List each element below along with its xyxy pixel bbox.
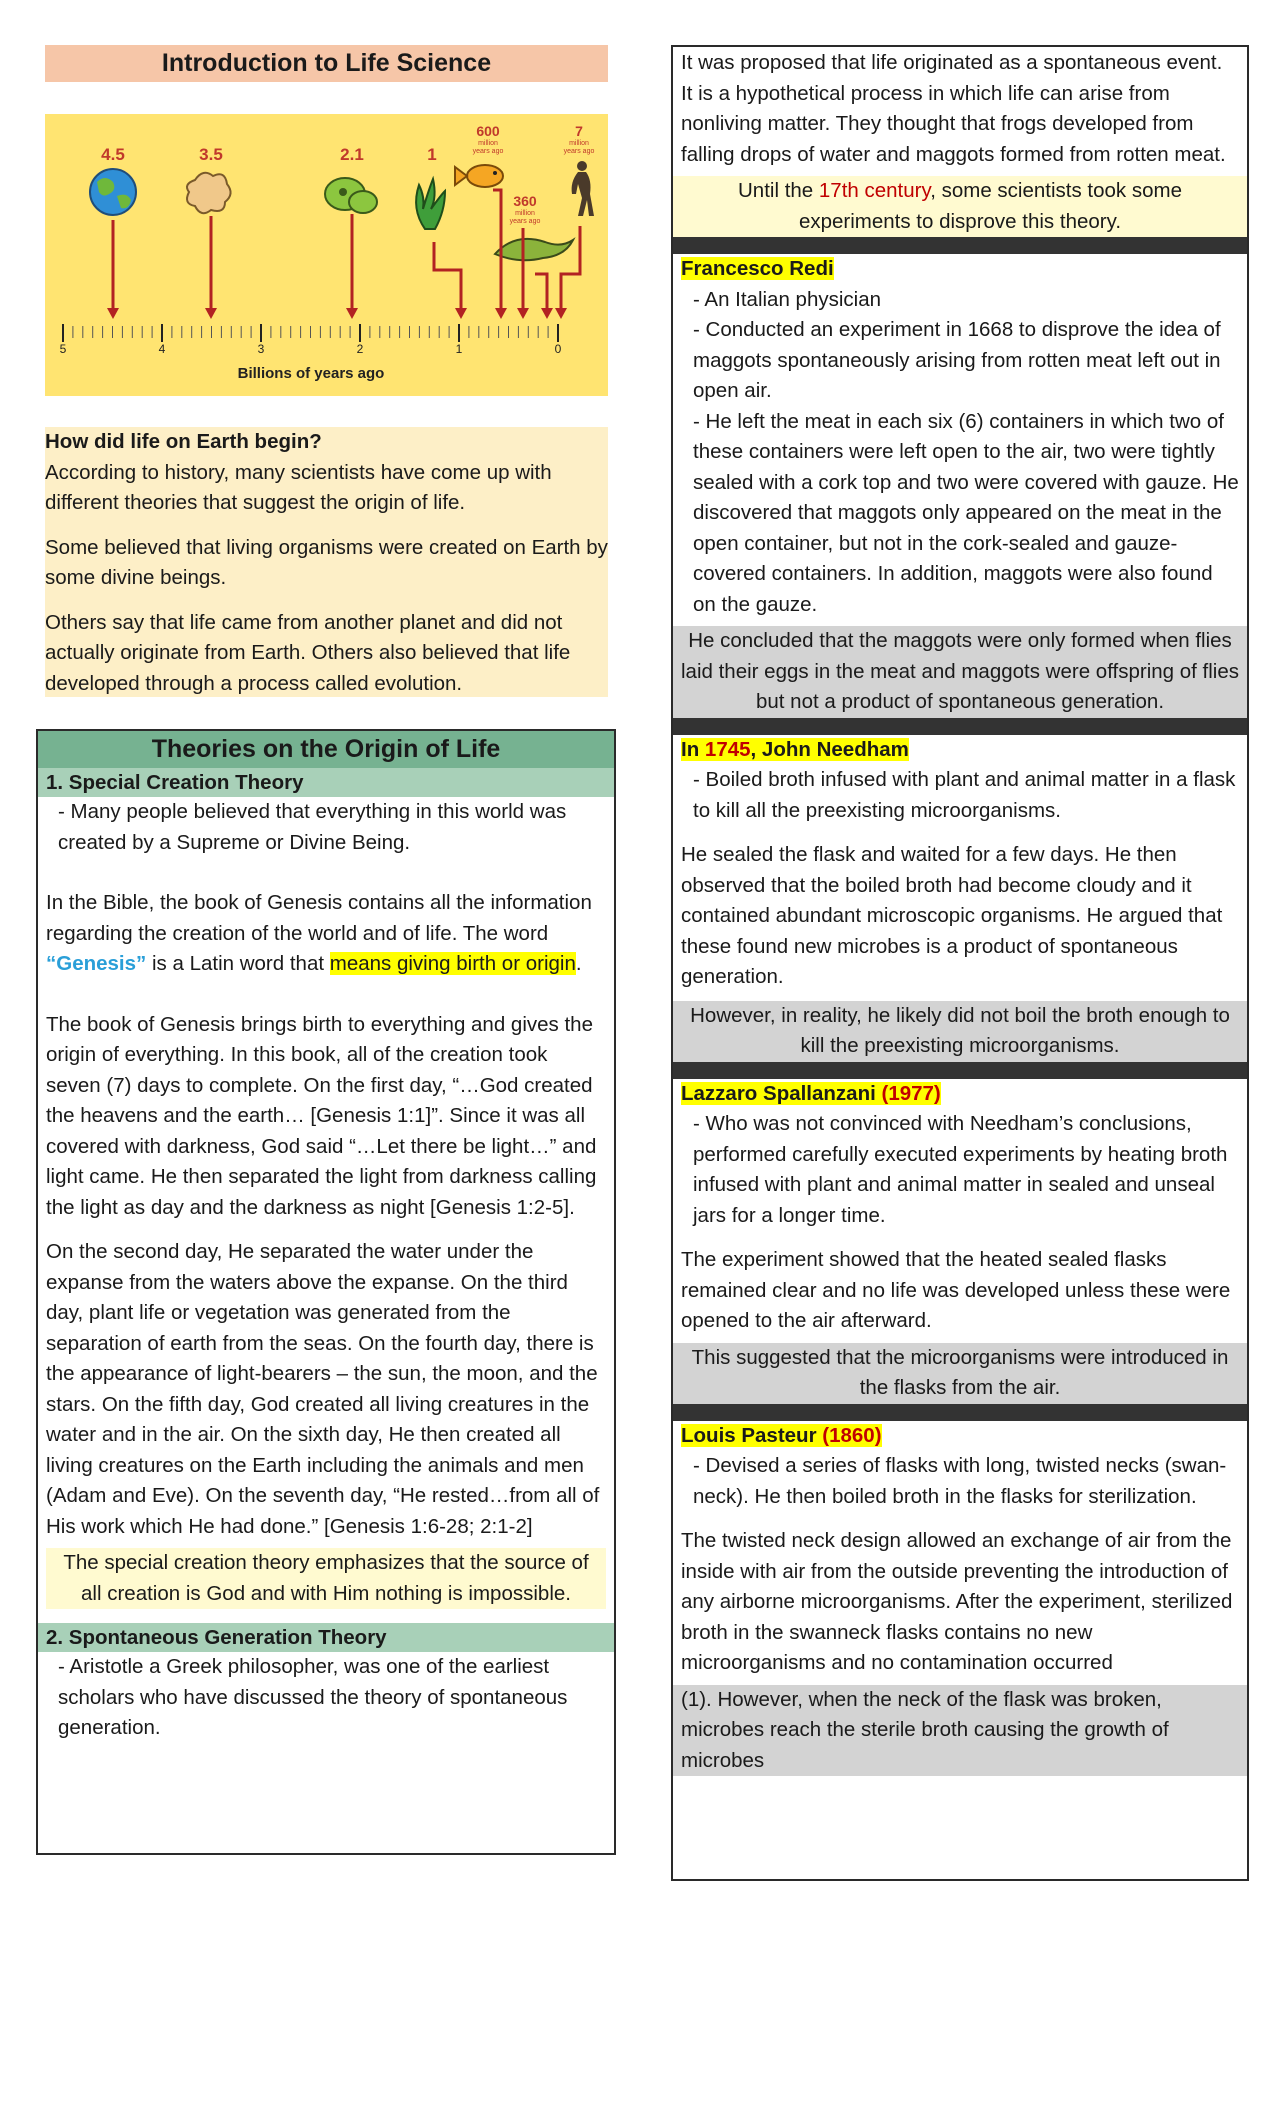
needham-in: In — [681, 737, 705, 761]
special-p2-end: . — [575, 952, 582, 975]
event-sub-7-a: million — [569, 140, 589, 147]
separator — [673, 1062, 1247, 1079]
event-label-4.5: 4.5 — [101, 145, 125, 164]
until-17th-century — [673, 176, 1247, 237]
timeline-minor-ticks — [73, 326, 548, 338]
intro-question: How did life on Earth begin? — [45, 430, 322, 453]
separator — [673, 718, 1247, 735]
redi-section — [673, 254, 1247, 620]
until-century: 17th century — [818, 179, 931, 202]
event-sub-360-b: years ago — [509, 218, 541, 225]
special-creation-body — [38, 797, 614, 1609]
genesis-word: “Genesis” — [46, 952, 147, 975]
redi-name: Francesco Redi — [681, 257, 834, 280]
spallanzani-name: Lazzaro Spallanzani — [681, 1081, 882, 1105]
special-p1: - Many people believed that everything in this world was created by a Supreme or Divine Being. — [58, 800, 567, 854]
tick-4: 4 — [158, 342, 166, 356]
needham-name: , John Needham — [750, 737, 909, 761]
event-sub-360-a: million — [515, 210, 535, 217]
human-icon — [572, 161, 594, 216]
cell-icon — [325, 178, 377, 213]
timeline-arrowheads — [107, 308, 567, 319]
event-sub-600-a: million — [478, 140, 498, 147]
special-p3: The book of Genesis brings birth to everything and gives the origin of everything. In this book, all of the creation took seven (7) days to complete. On the first day, “…God created the heavens and the earth… [Genesis 1:1]”. Since it was all covered with darkness, God said “…Let there be light…” and light came. He then separated the light from darkness calling the light as day and the darkness as night [Genesis 1:2-5]. — [46, 1012, 597, 1219]
spontaneous-p1: - Aristotle a Greek philosopher, was one of the earliest scholars who have discussed the theory of spontaneous generation. — [58, 1655, 568, 1739]
seaweed-icon — [416, 179, 445, 229]
pasteur-year: (1860) — [822, 1423, 882, 1447]
tick-5: 5 — [59, 342, 67, 356]
needham-section — [673, 735, 1247, 993]
spallanzani-l2: The experiment showed that the heated sealed flasks remained clear and no life was developed unless these were opened to the air afterward. — [681, 1248, 1231, 1332]
tick-3: 3 — [257, 342, 265, 356]
spallanzani-conclusion: This suggested that the microorganisms were introduced in the flasks from the air. — [673, 1343, 1247, 1404]
redi-l1: - An Italian physician — [693, 287, 882, 311]
genesis-meaning-highlight: means giving birth or origin — [329, 952, 576, 975]
timeline-svg — [45, 114, 608, 396]
tick-0: 0 — [554, 342, 562, 356]
event-label-7: 7 — [575, 123, 583, 139]
redi-l3: - He left the meat in each six (6) containers in which two of these containers were left open to the air, two were tightly sealed with a cork top and two were covered with gauze. He discovered that maggots only appeared on the meat in the open container, but not in the cork-sealed and gauze-covered containers. In addition, maggots were also found on the gauze. — [693, 409, 1239, 616]
pasteur-conclusion: (1). However, when the neck of the flask was broken, microbes reach the sterile broth causing the growth of microbes — [673, 1685, 1247, 1777]
theories-title: Theories on the Origin of Life — [38, 731, 614, 768]
event-label-3.5: 3.5 — [199, 145, 223, 164]
special-p2-b: is a Latin word that — [146, 952, 330, 975]
event-sub-7-b: years ago — [563, 148, 595, 155]
intro-paragraph-2: Some believed that living organisms were created on Earth by some divine beings. — [45, 535, 608, 589]
pasteur-section — [673, 1421, 1247, 1679]
microbe-icon — [187, 173, 231, 213]
intro-section — [45, 427, 608, 697]
until-a: Until the — [737, 179, 819, 202]
fish-icon — [455, 165, 503, 187]
needham-conclusion: However, in reality, he likely did not boil the broth enough to kill the preexisting microorganisms. — [673, 1001, 1247, 1062]
needham-l2: He sealed the flask and waited for a few days. He then observed that the boiled broth had become cloudy and it contained abundant microscopic organisms. He argued that these found new microbes is a product of spontaneous generation. — [681, 843, 1223, 988]
event-label-360: 360 — [513, 193, 537, 209]
pasteur-l2: The twisted neck design allowed an exchange of air from the inside with air from the outside preventing the introduction of any airborne microorganisms. After the experiment, sterilized broth in the swanneck flasks contains no new microorganisms and no contamination occurred — [681, 1529, 1233, 1674]
page-title: Introduction to Life Science — [45, 45, 608, 82]
spallanzani-section — [673, 1079, 1247, 1337]
tick-2: 2 — [356, 342, 364, 356]
axis-label: Billions of years ago — [237, 365, 385, 382]
spallanzani-heading — [681, 1082, 941, 1105]
earth-icon — [90, 169, 136, 215]
special-creation-heading: 1. Special Creation Theory — [38, 768, 614, 797]
spontaneous-generation-heading: 2. Spontaneous Generation Theory — [38, 1623, 614, 1652]
event-sub-600-b: years ago — [472, 148, 504, 155]
pasteur-name: Louis Pasteur — [681, 1423, 823, 1447]
needham-heading — [681, 738, 909, 761]
intro-paragraph-1: According to history, many scientists have come up with different theories that suggest the origin of life. — [45, 460, 552, 514]
spallanzani-year: (1977) — [881, 1081, 941, 1105]
timeline-tick-labels — [60, 342, 562, 356]
redi-conclusion: He concluded that the maggots were only formed when flies laid their eggs in the meat and maggots were offspring of flies but not a product of spontaneous generation. — [673, 626, 1247, 718]
timeline-figure — [45, 114, 608, 396]
event-label-600: 600 — [476, 123, 500, 139]
special-p2 — [46, 888, 606, 980]
intro-paragraph-3: Others say that life came from another planet and did not actually originate from Earth. Others also believed that life developed through a process called evolution. — [45, 610, 571, 695]
special-p2-a: In the Bible, the book of Genesis contains all the information regarding the creation of the world and of life. The word — [46, 891, 592, 945]
special-conclusion: The special creation theory emphasizes that the source of all creation is God and with Him nothing is impossible. — [46, 1548, 606, 1609]
theories-box — [36, 729, 616, 1855]
event-label-2.1: 2.1 — [340, 145, 364, 164]
tick-1: 1 — [455, 342, 463, 356]
amphibian-icon — [495, 239, 573, 260]
spontaneous-experiments-box — [671, 45, 1249, 1881]
pasteur-l1: - Devised a series of flasks with long, twisted necks (swan-neck). He then boiled broth in the flasks for sterilization. — [693, 1454, 1227, 1508]
pasteur-heading — [681, 1424, 882, 1447]
event-label-1: 1 — [427, 145, 437, 164]
redi-l2: - Conducted an experiment in 1668 to disprove the idea of maggots spontaneously arising from rotten meat left out in open air. — [693, 318, 1221, 402]
needham-l1: - Boiled broth infused with plant and animal matter in a flask to kill all the preexisting microorganisms. — [693, 768, 1236, 822]
special-p4: On the second day, He separated the water under the expanse from the waters above the expanse. On the third day, plant life or vegetation was generated from the separation of earth from the seas. On the fourth day, there is the appearance of light-bearers – the sun, the moon, and the stars. On the fifth day, God created all living creatures in the water and in the air. On the sixth day, He then created all living creatures on the Earth including the animals and men (Adam and Eve). On the seventh day, “He rested…from all of His work which He had done.” [Genesis 1:6-28; 2:1-2] — [46, 1240, 600, 1538]
separator — [673, 1404, 1247, 1421]
separator — [673, 237, 1247, 254]
spallanzani-l1: - Who was not convinced with Needham’s conclusions, performed carefully executed experiments by heating broth infused with plant and animal matter in sealed and unseal jars for a longer time. — [693, 1112, 1228, 1227]
until-b: , some scientists took some experiments to disprove this theory. — [798, 179, 1182, 233]
needham-year: 1745 — [704, 737, 751, 761]
spontaneous-intro: It was proposed that life originated as a spontaneous event. It is a hypothetical process in which life can arise from nonliving matter. They thought that frogs developed from falling drops of water and maggots formed from rotten meat. — [681, 51, 1226, 166]
